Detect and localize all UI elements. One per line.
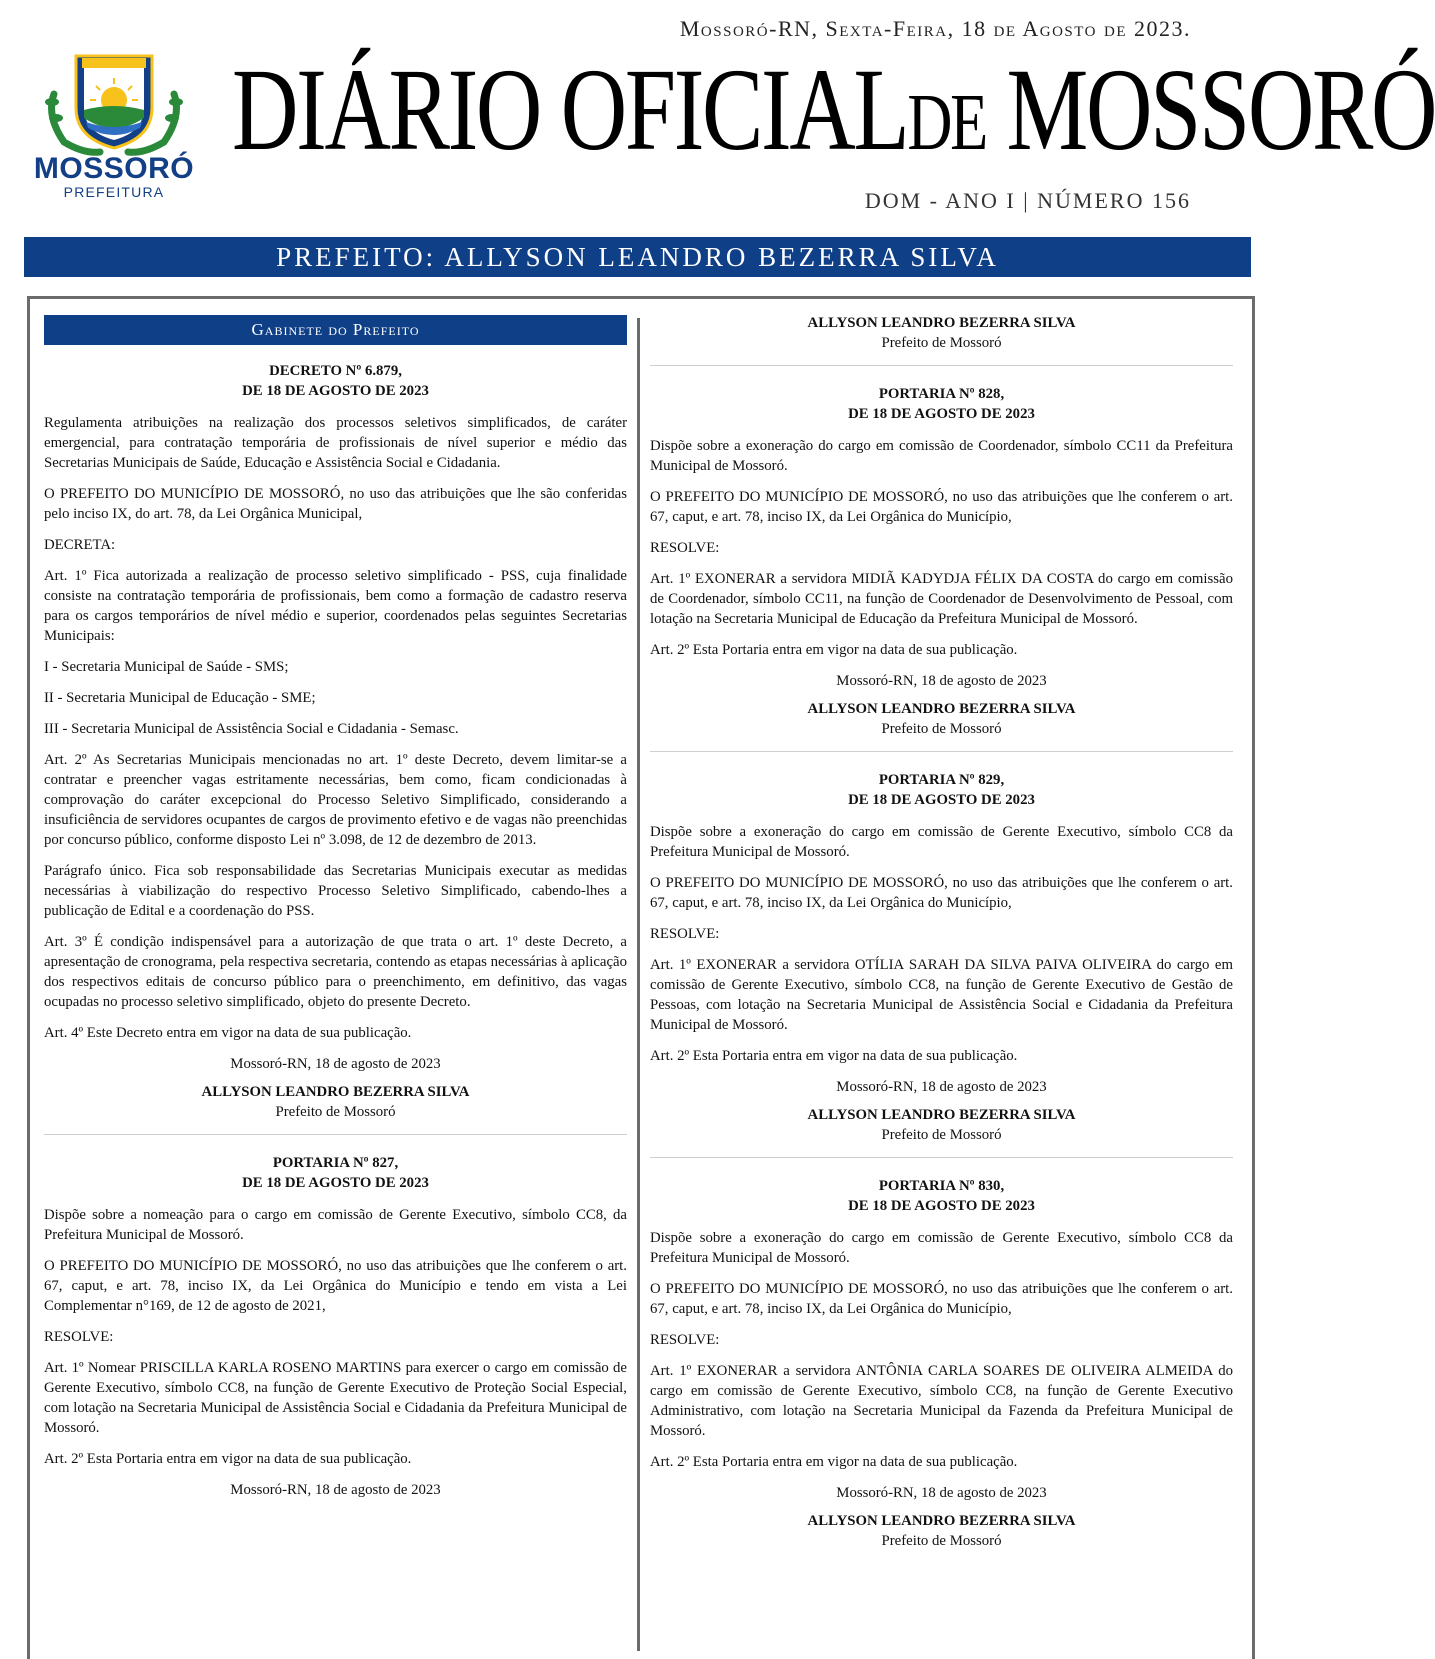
act-separator <box>650 365 1233 366</box>
inciso-3: III - Secretaria Municipal de Assistência Social e Cidadania - Semasc. <box>44 721 459 737</box>
article-4: Art. 4º Este Decreto entra em vigor na data de sua publicação. <box>44 1025 412 1041</box>
edition-date: Mossoró-RN, Sexta-Feira, 18 de Agosto de 2023. <box>679 16 1191 41</box>
inciso-2: II - Secretaria Municipal de Educação - SME; <box>44 690 316 706</box>
mayor-banner: PREFEITO: ALLYSON LEANDRO BEZERRA SILVA <box>24 237 1251 277</box>
act-separator <box>44 1134 627 1135</box>
signature-name: ALLYSON LEANDRO BEZERRA SILVA <box>807 1513 1076 1529</box>
paragrafo-unico: Parágrafo único. Fica sob responsabilidade das Secretarias Municipais executar as medidas necessárias à viabilização do respectivo Processo Seletivo Simplificado, cabendo-lhes a publicação de Edital e a coordenação do PSS. <box>44 863 627 919</box>
place-date: Mossoró-RN, 18 de agosto de 2023 <box>230 1056 441 1072</box>
signature-name: ALLYSON LEANDRO BEZERRA SILVA <box>807 701 1076 717</box>
place-date: Mossoró-RN, 18 de agosto de 2023 <box>836 1079 1047 1095</box>
act-number: PORTARIA Nº 827, <box>272 1155 399 1171</box>
act-date: DE 18 DE AGOSTO DE 2023 <box>242 383 429 399</box>
act-title <box>650 770 1233 810</box>
article-3: Art. 3º É condição indispensável para a autorização de que trata o art. 1º deste Decreto, a apresentação de cronograma, pela respectiva secretaria, contendo as etapas necessárias à aplicação dos respectivos editais de concurso público para o preenchimento, em definitivo, das vagas ocupadas no processo seletivo simplificado, objeto do presente Decreto. <box>44 934 627 1010</box>
article-2: Art. 2º Esta Portaria entra em vigor na data de sua publicação. <box>44 1451 412 1467</box>
act-title <box>650 384 1233 424</box>
signature-role: Prefeito de Mossoró <box>881 1127 1002 1143</box>
city-logo-text <box>24 154 204 200</box>
article-2: Art. 2º Esta Portaria entra em vigor na data de sua publicação. <box>650 1454 1018 1470</box>
act-ementa: Regulamenta atribuições na realização dos processos seletivos simplificados, de caráter emergencial, para contratação temporária de profissionais de nível superior e médio das Secretarias Municipais de Saúde, Educação e Assistência Social e Cidadania. <box>44 415 627 471</box>
act-preamble: O PREFEITO DO MUNICÍPIO DE MOSSORÓ, no uso das atribuições que lhe conferem o art. 67, caput, e art. 78, inciso IX, da Lei Orgânica do Município, <box>650 489 1233 525</box>
signature-role: Prefeito de Mossoró <box>275 1104 396 1120</box>
article-1: Art. 1º EXONERAR a servidora ANTÔNIA CARLA SOARES DE OLIVEIRA ALMEIDA do cargo em comissão de Gerente Executivo, símbolo CC8, na função de Gerente Executivo Administrativo, com lotação na Secretaria Municipal da Fazenda da Prefeitura Municipal de Mossoró. <box>650 1363 1233 1439</box>
article-1: Art. 1º EXONERAR a servidora OTÍLIA SARAH DA SILVA PAIVA OLIVEIRA do cargo em comissão de Gerente Executivo, símbolo CC8, na função de Gerente Executivo de Gestão de Pessoas, com lotação na Secretaria Municipal de Assistência Social e Cidadania da Prefeitura Municipal de Mossoró. <box>650 957 1233 1033</box>
act-separator <box>650 1157 1233 1158</box>
decreto-6879 <box>44 361 627 1122</box>
act-ementa: Dispõe sobre a exoneração do cargo em comissão de Gerente Executivo, símbolo CC8 da Prefeitura Municipal de Mossoró. <box>650 1230 1233 1266</box>
signature-role: Prefeito de Mossoró <box>881 335 1002 351</box>
signature-role: Prefeito de Mossoró <box>881 721 1002 737</box>
left-column <box>44 315 627 1508</box>
act-number: PORTARIA Nº 828, <box>878 386 1005 402</box>
place-date: Mossoró-RN, 18 de agosto de 2023 <box>230 1482 441 1498</box>
act-title <box>650 1176 1233 1216</box>
article-2: Art. 2º As Secretarias Municipais mencionadas no art. 1º deste Decreto, devem limitar-se a contratar e preencher vagas estritamente necessárias, bem como, ficam condicionadas à comprovação do caráter excepcional do Processo Seletivo Simplificado, considerando a insuficiência de servidores ocupantes de cargos de provimento efetivo e de vagas não preenchidas por concurso público, conforme disposto Lei nº 3.098, de 12 de dezembro de 2013. <box>44 752 627 848</box>
act-separator <box>650 751 1233 752</box>
act-date: DE 18 DE AGOSTO DE 2023 <box>848 792 1035 808</box>
signature-role: Prefeito de Mossoró <box>881 1533 1002 1549</box>
place-date: Mossoró-RN, 18 de agosto de 2023 <box>836 673 1047 689</box>
act-resolve: RESOLVE: <box>44 1329 114 1345</box>
act-ementa: Dispõe sobre a exoneração do cargo em comissão de Coordenador, símbolo CC11 da Prefeitura Municipal de Mossoró. <box>650 438 1233 474</box>
act-preamble: O PREFEITO DO MUNICÍPIO DE MOSSORÓ, no uso das atribuições que lhe conferem o art. 67, caput, e art. 78, inciso IX, da Lei Orgânica do Município, <box>650 1281 1233 1317</box>
portaria-829 <box>650 770 1233 1145</box>
edition-number: DOM - ANO I | NÚMERO 156 <box>864 188 1191 213</box>
masthead-part-1: DIÁRIO OFICIAL <box>232 44 908 175</box>
article-2: Art. 2º Esta Portaria entra em vigor na data de sua publicação. <box>650 1048 1018 1064</box>
article-1: Art. 1º Fica autorizada a realização de processo seletivo simplificado - PSS, cuja finalidade consiste na contratação temporária de profissionais, bem como a formação de cadastro reserva para os cargos temporários de nível médio e superior, coordenados pelas seguintes Secretarias Municipais: <box>44 568 627 644</box>
article-1: Art. 1º Nomear PRISCILLA KARLA ROSENO MARTINS para exercer o cargo em comissão de Gerente Executivo, símbolo CC8, na função de Gerente Executivo de Proteção Social Especial, com lotação na Secretaria Municipal de Assistência Social e Cidadania da Prefeitura Municipal de Mossoró. <box>44 1360 627 1436</box>
signature-name: ALLYSON LEANDRO BEZERRA SILVA <box>807 315 1076 331</box>
article-2: Art. 2º Esta Portaria entra em vigor na data de sua publicação. <box>650 642 1018 658</box>
portaria-827-signature <box>650 313 1233 353</box>
act-date: DE 18 DE AGOSTO DE 2023 <box>848 1198 1035 1214</box>
portaria-827 <box>44 1153 627 1500</box>
act-resolve: RESOLVE: <box>650 540 720 556</box>
act-date: DE 18 DE AGOSTO DE 2023 <box>242 1175 429 1191</box>
act-preamble: O PREFEITO DO MUNICÍPIO DE MOSSORÓ, no uso das atribuições que lhe conferem o art. 67, caput, e art. 78, inciso IX, da Lei Orgânica do Município e tendo em vista a Lei Complementar n°169, de 12 de agosto de 2021, <box>44 1258 627 1314</box>
article-1: Art. 1º EXONERAR a servidora MIDIÃ KADYDJA FÉLIX DA COSTA do cargo em comissão de Coordenador, símbolo CC11, na função de Coordenador de Desenvolvimento de Pessoal, com lotação na Secretaria Municipal de Educação da Prefeitura Municipal de Mossoró. <box>650 571 1233 627</box>
act-resolve: RESOLVE: <box>650 926 720 942</box>
coat-of-arms-icon <box>24 46 204 156</box>
act-ementa: Dispõe sobre a exoneração do cargo em comissão de Gerente Executivo, símbolo CC8 da Prefeitura Municipal de Mossoró. <box>650 824 1233 860</box>
act-decreta: DECRETA: <box>44 537 116 553</box>
inciso-1: I - Secretaria Municipal de Saúde - SMS; <box>44 659 289 675</box>
act-number: PORTARIA Nº 830, <box>878 1178 1005 1194</box>
act-number: PORTARIA Nº 829, <box>878 772 1005 788</box>
masthead-part-de: DE <box>907 79 986 167</box>
act-title <box>44 361 627 401</box>
act-ementa: Dispõe sobre a nomeação para o cargo em comissão de Gerente Executivo, símbolo CC8, da Prefeitura Municipal de Mossoró. <box>44 1207 627 1243</box>
masthead-part-2: MOSSORÓ <box>1006 44 1435 175</box>
signature-name: ALLYSON LEANDRO BEZERRA SILVA <box>807 1107 1076 1123</box>
logo-subtitle: PREFEITURA <box>63 184 165 200</box>
place-date: Mossoró-RN, 18 de agosto de 2023 <box>836 1485 1047 1501</box>
signature-name: ALLYSON LEANDRO BEZERRA SILVA <box>201 1084 470 1100</box>
masthead-title <box>232 44 1435 176</box>
act-preamble: O PREFEITO DO MUNICÍPIO DE MOSSORÓ, no uso das atribuições que lhe conferem o art. 67, caput, e art. 78, inciso IX, da Lei Orgânica do Município, <box>650 875 1233 911</box>
act-number: DECRETO Nº 6.879, <box>269 363 402 379</box>
portaria-830 <box>650 1176 1233 1551</box>
logo-city-name: MOSSORÓ <box>33 152 195 185</box>
column-divider <box>637 318 640 1651</box>
section-header: Gabinete do Prefeito <box>44 315 627 345</box>
act-resolve: RESOLVE: <box>650 1332 720 1348</box>
act-title <box>44 1153 627 1193</box>
right-column <box>650 313 1233 1551</box>
act-date: DE 18 DE AGOSTO DE 2023 <box>848 406 1035 422</box>
portaria-828 <box>650 384 1233 739</box>
act-preamble: O PREFEITO DO MUNICÍPIO DE MOSSORÓ, no uso das atribuições que lhe são conferidas pelo inciso IX, do art. 78, da Lei Orgânica Municipal, <box>44 486 627 522</box>
